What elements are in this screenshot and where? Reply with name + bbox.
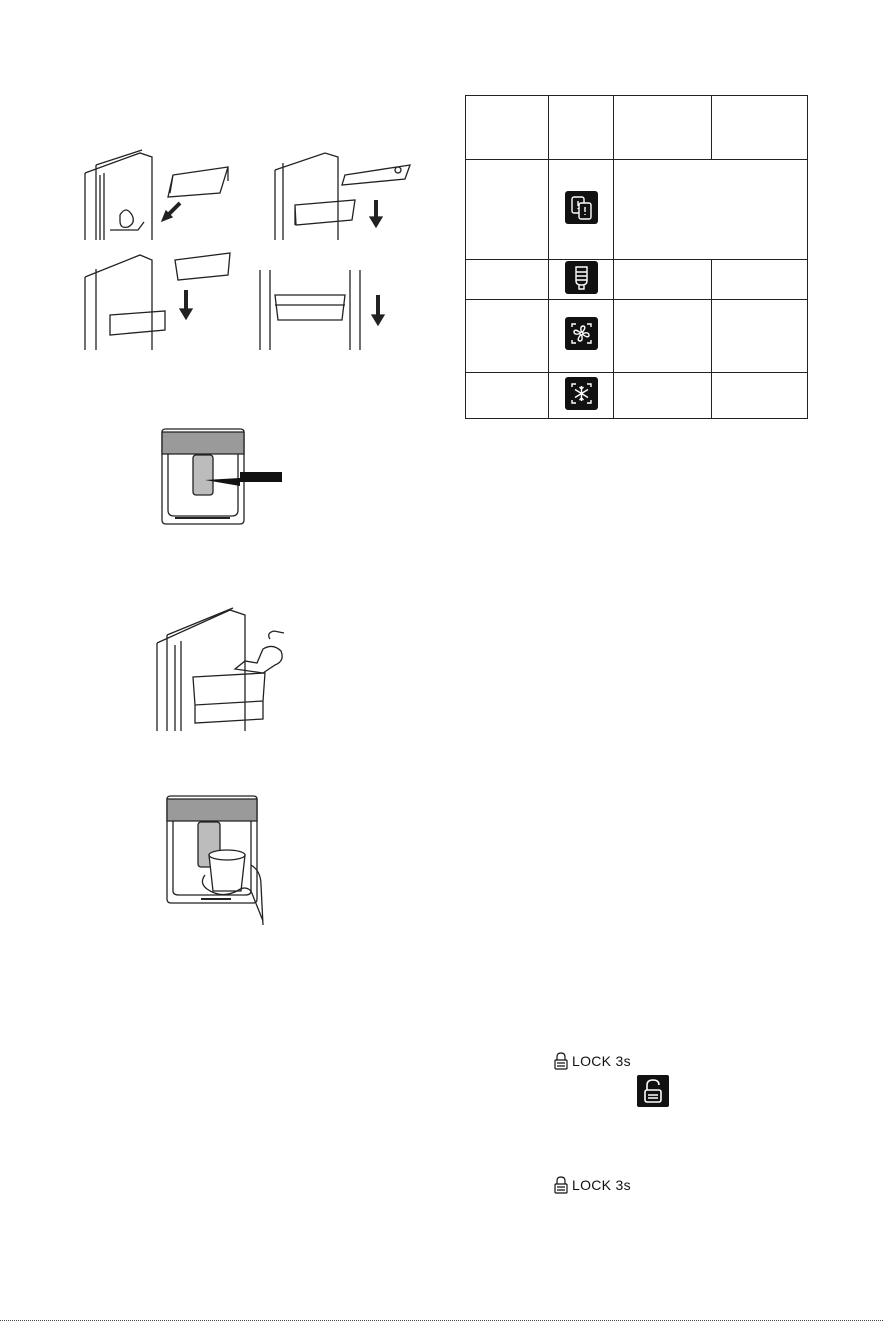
- lock-label: LOCK 3s: [572, 1177, 631, 1193]
- dispenser-cup-figure: [165, 795, 265, 928]
- table-row: [466, 260, 808, 300]
- indicator-table: [465, 95, 808, 419]
- lock-hint-1: [554, 1052, 631, 1070]
- door-bin-removal-figure: [80, 145, 420, 355]
- page-bottom-rule: [0, 1320, 883, 1321]
- alarm-display-icon: [565, 191, 598, 224]
- lock-icon: [554, 1176, 568, 1194]
- lock-icon: [554, 1052, 568, 1070]
- fan-icon: [565, 317, 598, 350]
- lock-label: LOCK 3s: [572, 1053, 631, 1069]
- water-filter-icon: [565, 261, 598, 294]
- table-row: [466, 160, 808, 260]
- table-row: [466, 300, 808, 373]
- lock-button-icon: [637, 1075, 669, 1107]
- lock-hint-2: [554, 1176, 631, 1194]
- table-header-row: [466, 96, 808, 160]
- snowflake-defrost-icon: [565, 377, 598, 410]
- fill-tank-figure: [155, 605, 305, 733]
- table-row: [466, 373, 808, 419]
- dispenser-arrow-figure: [160, 428, 285, 528]
